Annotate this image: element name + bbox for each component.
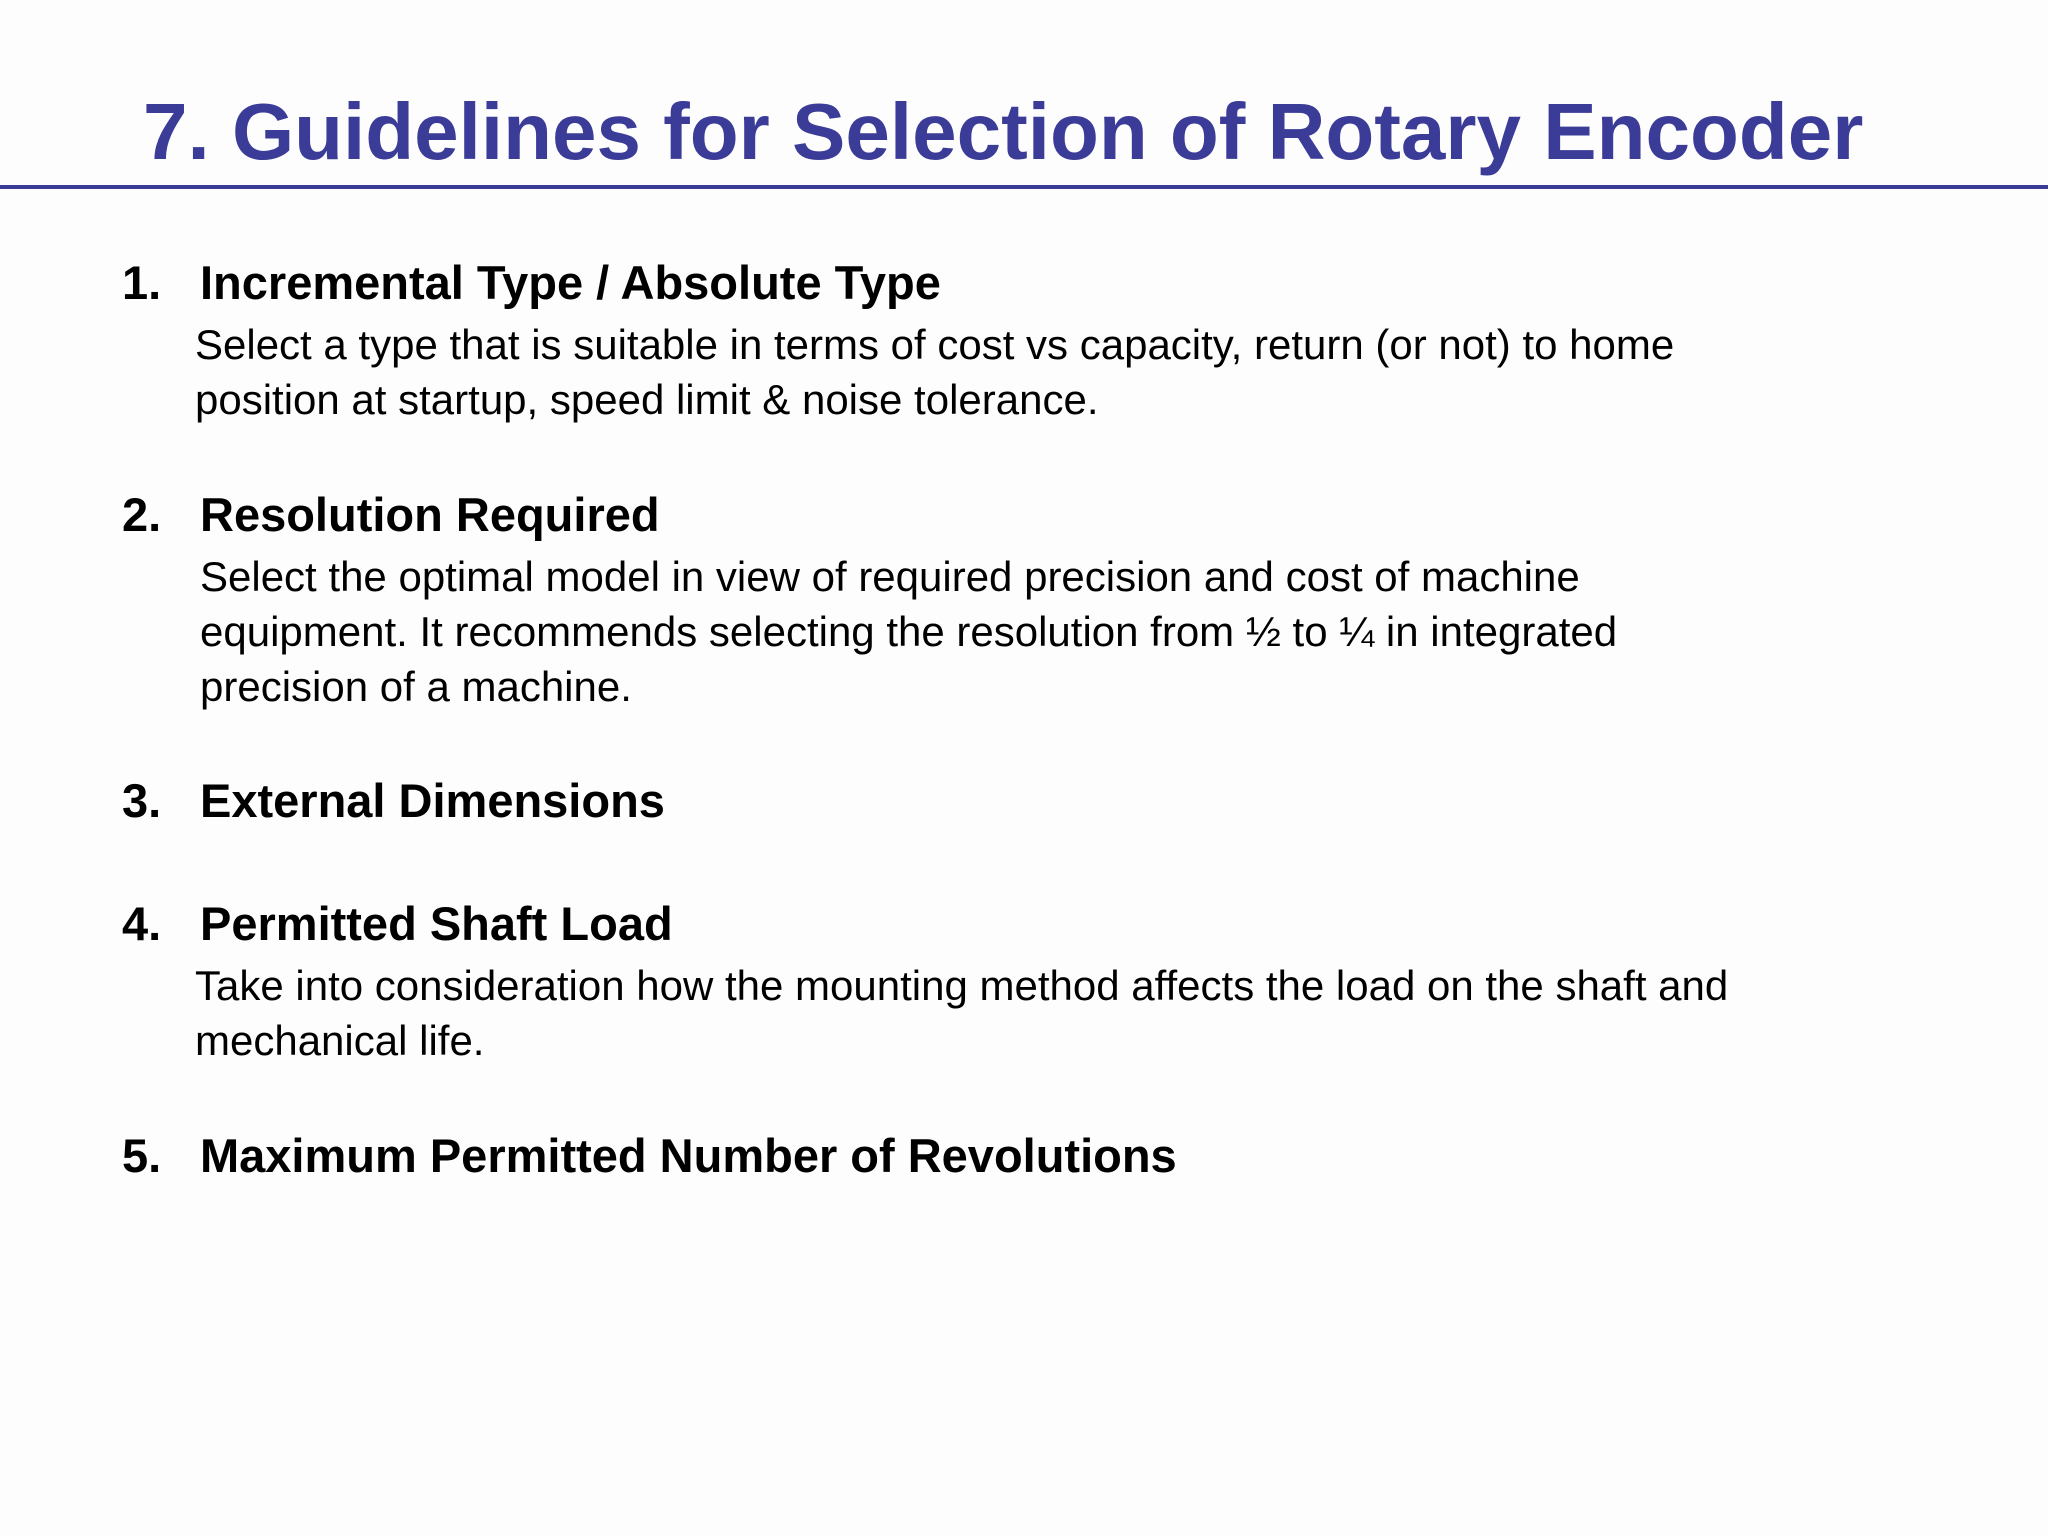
item-description: [200, 549, 1920, 714]
description-line: Take into consideration how the mounting method affects the load on the shaft and: [195, 962, 1729, 1009]
item-number: 3.: [122, 774, 162, 827]
item-description: [195, 958, 1920, 1068]
item-number: 1.: [122, 256, 162, 309]
description-line: mechanical life.: [195, 1017, 485, 1064]
item-heading: Permitted Shaft Load: [200, 897, 673, 950]
slide-title: 7. Guidelines for Selection of Rotary Encoder: [143, 87, 1864, 176]
item-heading: External Dimensions: [200, 774, 665, 827]
title-divider: [0, 185, 2048, 189]
item-number: 4.: [122, 897, 162, 950]
description-line: equipment. It recommends selecting the resolution from ½ to ¼ in integrated: [200, 608, 1618, 655]
description-line: precision of a machine.: [200, 663, 632, 710]
description-line: Select the optimal model in view of required precision and cost of machine: [200, 553, 1580, 600]
item-number: 2.: [122, 488, 162, 541]
description-line: Select a type that is suitable in terms of cost vs capacity, return (or not) to home: [195, 321, 1675, 368]
item-heading: Incremental Type / Absolute Type: [200, 256, 941, 309]
item-description: [195, 317, 1920, 427]
item-number: 5.: [122, 1129, 162, 1182]
description-line: position at startup, speed limit & noise tolerance.: [195, 376, 1099, 423]
item-heading: Resolution Required: [200, 488, 660, 541]
item-heading: Maximum Permitted Number of Revolutions: [200, 1129, 1177, 1182]
